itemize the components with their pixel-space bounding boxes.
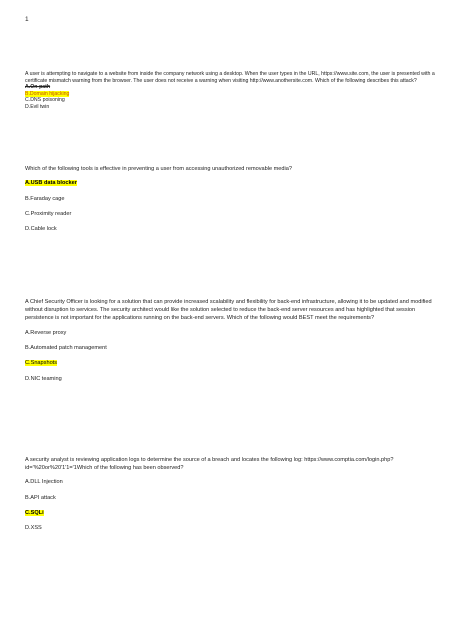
option-c-label: C.Proximity reader [25, 210, 72, 217]
option-d [25, 524, 445, 532]
option-c [25, 359, 445, 367]
option-a-label: A.On-path [25, 84, 51, 90]
option-b [25, 344, 445, 352]
option-c-label: C.DNS poisoning [25, 97, 65, 103]
option-a [25, 478, 445, 486]
option-a [25, 179, 445, 187]
option-c-label-correct: C.Snapshots [25, 360, 58, 367]
page-number: 1 [25, 16, 29, 23]
question-3 [25, 298, 445, 390]
question-stem: A user is attempting to navigate to a website from inside the company network using a desktop. When the user types in the URL, https://www.site.com, the user is presented with a certificate mismatch warning from the browser. The user does not receive a warning when visiting http://www.anothersite.com. Which of the following describes this attack? [25, 71, 435, 84]
option-a-label: A.Reverse proxy [25, 329, 67, 336]
option-c [25, 509, 445, 517]
question-2 [25, 165, 445, 240]
option-d [25, 104, 445, 111]
option-d-label: D.NIC teaming [25, 375, 62, 382]
question-stem: A security analyst is reviewing application logs to determine the source of a breach and locates the following log: https://www.comptia.com/login.php?id='%20or%20'1'1='1Which of the following has been observed? [25, 457, 394, 472]
option-a [25, 329, 445, 337]
option-b-label: B.Faraday cage [25, 195, 65, 202]
option-d-label: D.Cable lock [25, 226, 57, 233]
question-stem: Which of the following tools is effective in preventing a user from accessing unauthorized removable media? [25, 166, 292, 172]
option-d-label: D.Evil twin [25, 103, 50, 110]
option-a-label-correct: A.USB data blocker [25, 180, 77, 187]
answer-options [25, 478, 445, 532]
question-1 [25, 71, 445, 110]
option-b-label-correct: B.Domain hijacking [25, 90, 70, 97]
option-c [25, 210, 445, 218]
option-b-label: B.API attack [25, 494, 56, 501]
option-d-label: D.XSS [25, 525, 42, 532]
option-a-label: A.DLL Injection [25, 479, 63, 486]
option-c-label-correct: C.SQLi [25, 510, 44, 516]
option-b [25, 494, 445, 502]
answer-options [25, 179, 445, 233]
option-b-label: B.Automated patch management [25, 344, 107, 351]
option-d [25, 225, 445, 233]
answer-options [25, 329, 445, 383]
option-b [25, 195, 445, 203]
question-4 [25, 456, 445, 540]
option-d [25, 375, 445, 383]
answer-options [25, 84, 445, 110]
question-stem: A Chief Security Officer is looking for a solution that can provide increased scalability and flexibility for back-end infrastructure, allowing it to be updated and modified without disruption to services. The security architect would like the solution selected to reduce the back-end server resources and has highlighted that session persistence is not important for the applications running on the back-end servers. Which of the following would BEST meet the requirements? [25, 299, 432, 322]
